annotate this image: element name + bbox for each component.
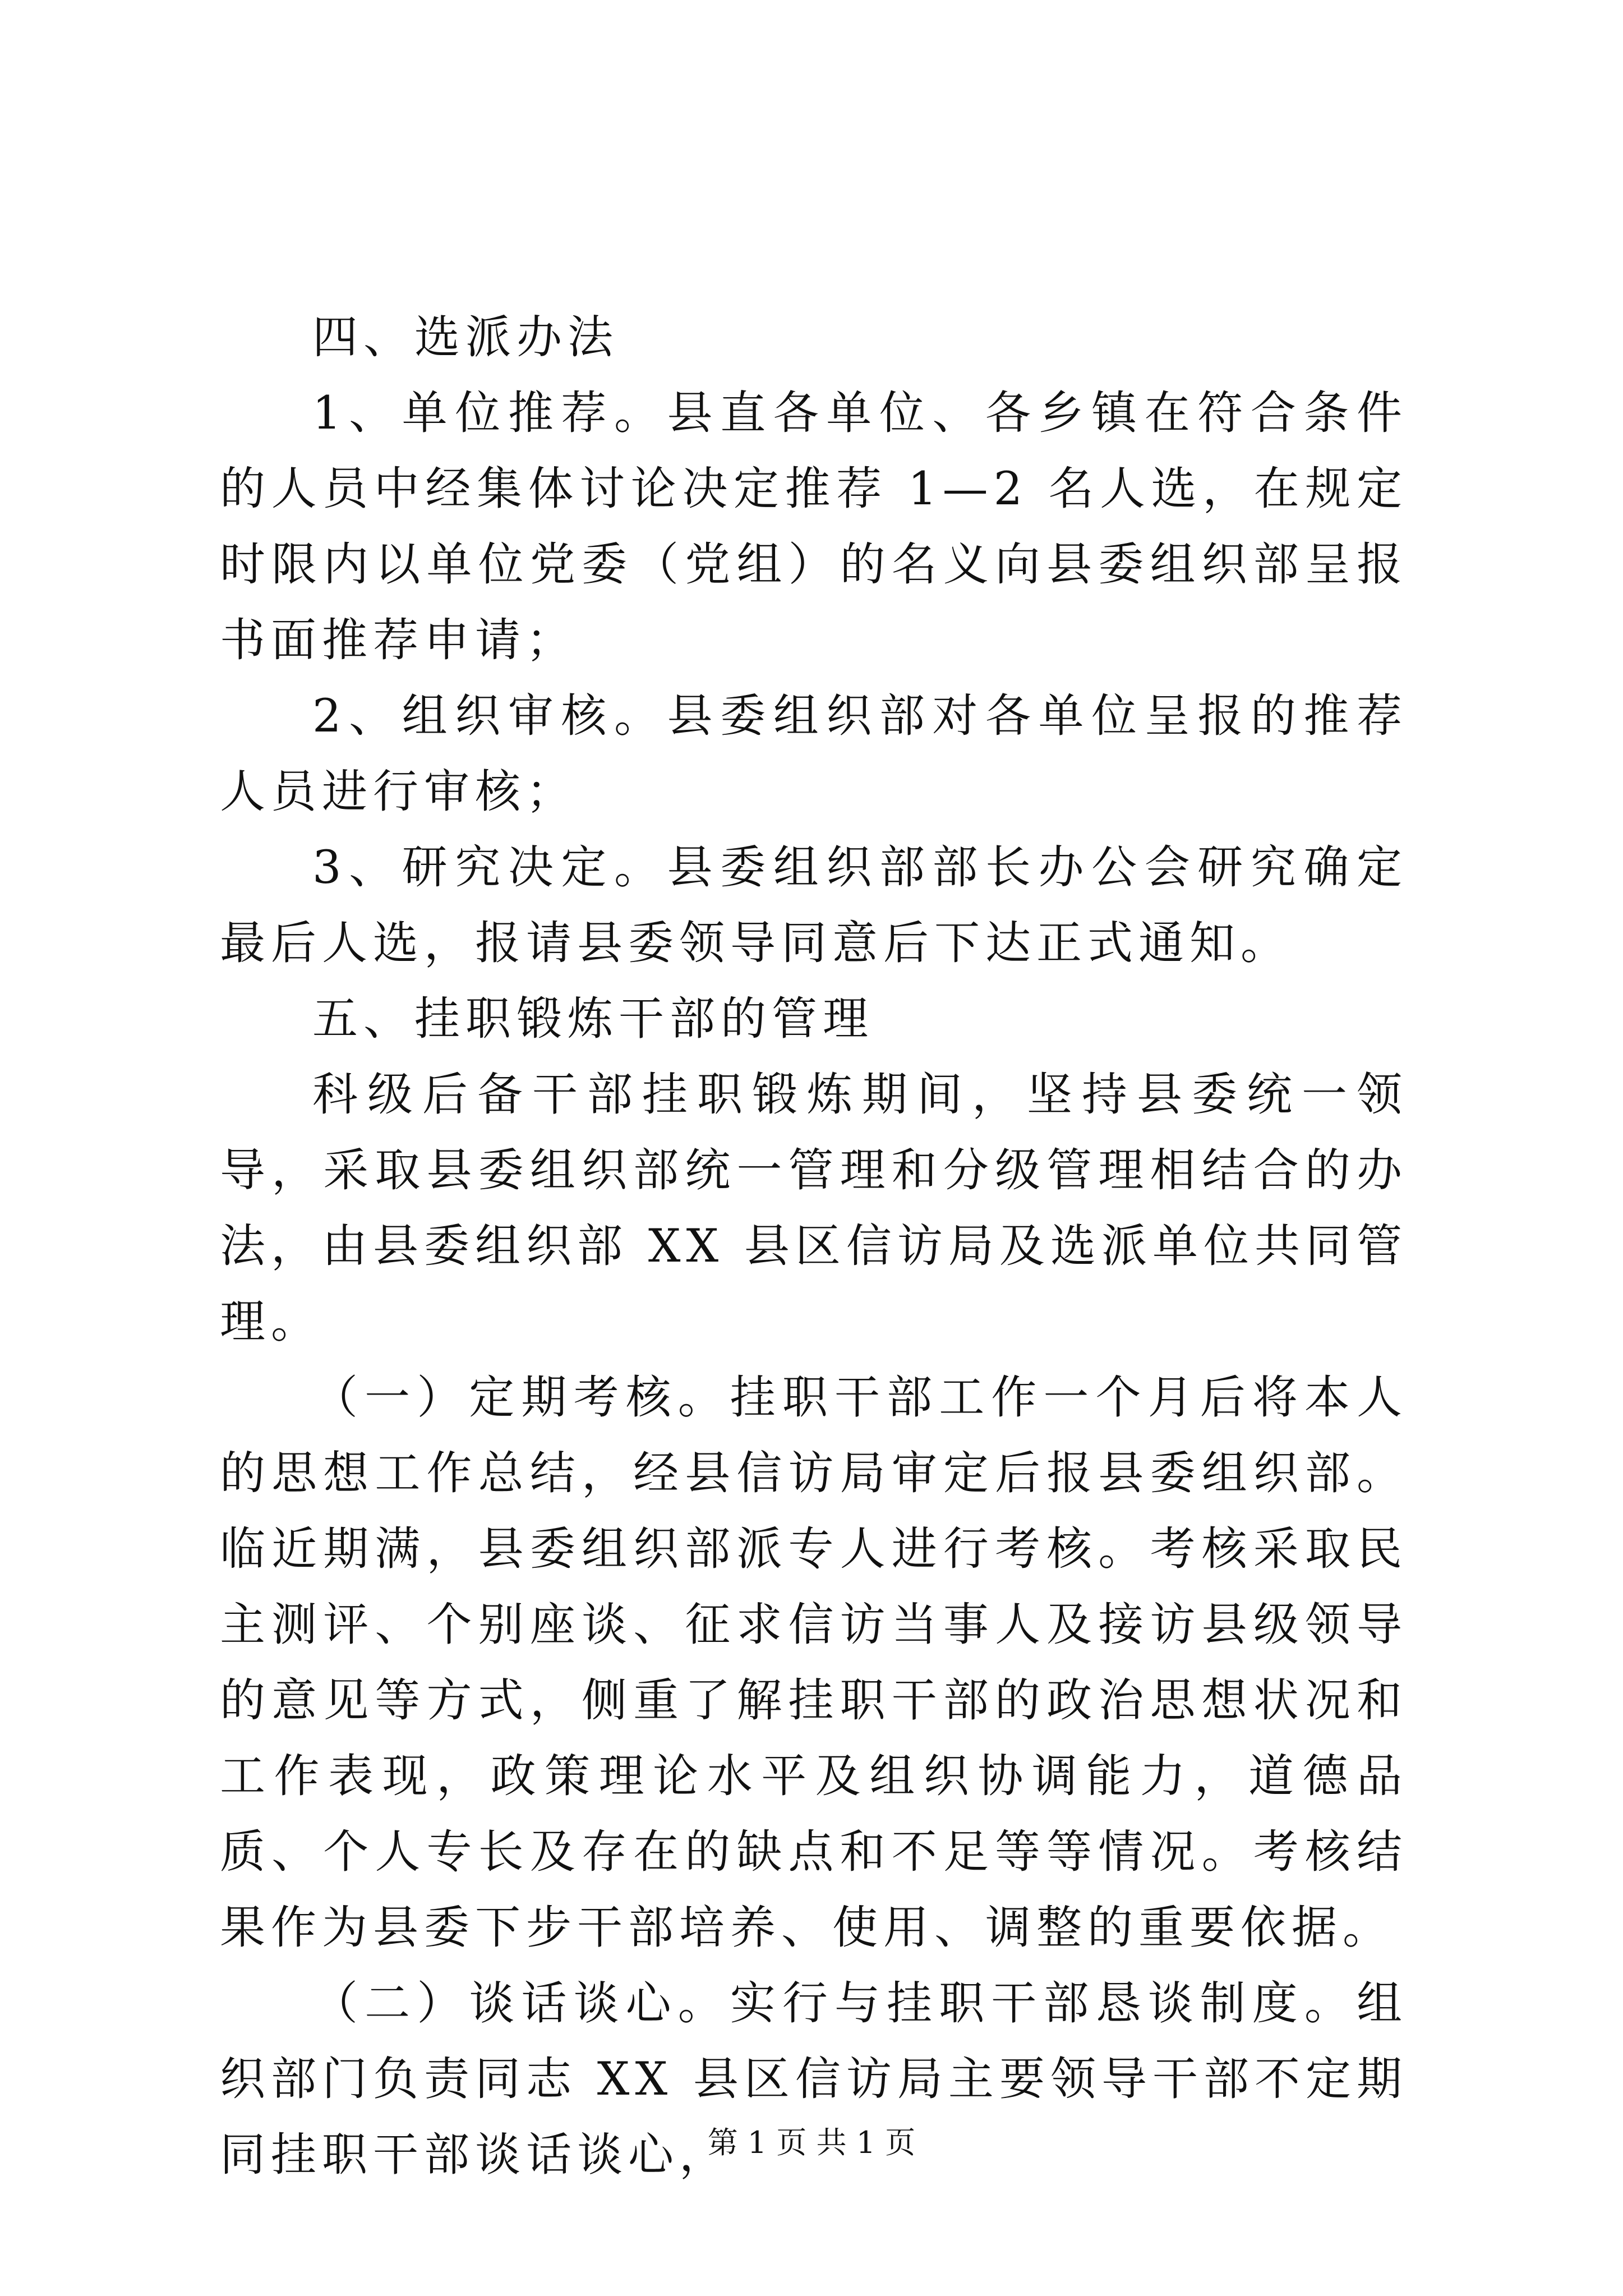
section-heading-selection-method: 四、选派办法 (312, 311, 619, 364)
paragraph-organization-review: 2、组织审核。县委组织部对各单位呈报的推荐人员进行审核； (220, 690, 1408, 818)
paragraph-research-decision: 3、研究决定。县委组织部部长办公会研究确定最后人选，报请县委领导同意后下达正式通知。 (220, 841, 1408, 970)
document-body (220, 300, 1408, 2193)
paragraph-management-intro: 科级后备干部挂职锻炼期间，坚持县委统一领导，采取县委组织部统一管理和分级管理相结合的办法，由县委组织部 XX 县区信访局及选派单位共同管理。 (220, 1069, 1408, 1349)
section-heading-cadre-management: 五、挂职锻炼干部的管理 (312, 993, 874, 1046)
paragraph-unit-recommendation: 1、单位推荐。县直各单位、各乡镇在符合条件的人员中经集体讨论决定推荐 1—2 名人选，在规定时限内以单位党委（党组）的名义向县委组织部呈报书面推荐申请； (220, 387, 1408, 667)
paragraph-heart-to-heart-talks: （二）谈话谈心。实行与挂职干部恳谈制度。组织部门负责同志 XX 县区信访局主要领导干部不定期同挂职干部谈话谈心， (220, 1977, 1408, 2182)
paragraph-periodic-assessment: （一）定期考核。挂职干部工作一个月后将本人的思想工作总结，经县信访局审定后报县委组织部。临近期满，县委组织部派专人进行考核。考核采取民主测评、个别座谈、征求信访当事人及接访县级领导的意见等方式，侧重了解挂职干部的政治思想状况和工作表现，政策理论水平及组织协调能力，道德品质、个人专长及存在的缺点和不足等等情况。考核结果作为县委下步干部培养、使用、调整的重要依据。 (220, 1372, 1408, 1954)
page-footer: 第 1 页 共 1 页 (707, 2125, 916, 2160)
